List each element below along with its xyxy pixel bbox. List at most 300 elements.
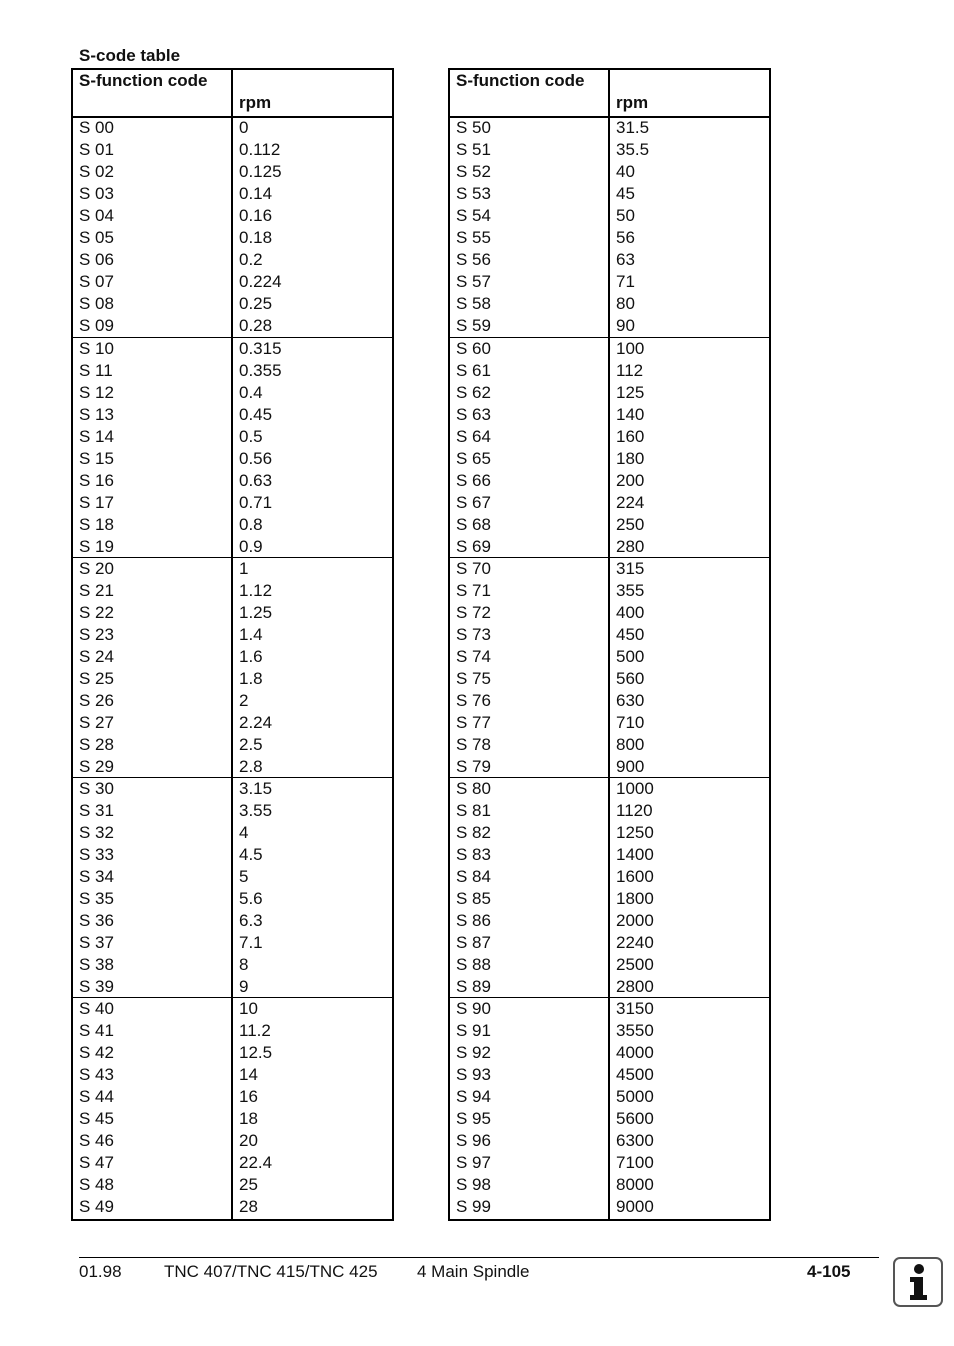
rpm-cell: 0.14 xyxy=(239,184,273,203)
rpm-cell: 450 xyxy=(616,625,645,644)
rpm-cell: 16 xyxy=(239,1087,258,1106)
header-code: S-function code xyxy=(456,71,585,90)
rpm-cell: 1000 xyxy=(616,779,654,798)
table-row xyxy=(450,514,769,536)
table-row xyxy=(73,558,392,580)
rpm-cell: 9000 xyxy=(616,1197,654,1216)
rpm-cell: 400 xyxy=(616,603,645,622)
table-row xyxy=(450,492,769,514)
s-code-cell: S 90 xyxy=(456,999,491,1018)
table-row xyxy=(73,690,392,712)
rpm-cell: 11.2 xyxy=(239,1021,271,1040)
table-row xyxy=(450,976,769,998)
s-code-cell: S 94 xyxy=(456,1087,491,1106)
table-row xyxy=(450,271,769,293)
table-row xyxy=(73,976,392,998)
rpm-cell: 3550 xyxy=(616,1021,654,1040)
table-row xyxy=(73,756,392,778)
rpm-cell: 14 xyxy=(239,1065,258,1084)
table-row xyxy=(450,646,769,668)
rpm-cell: 2800 xyxy=(616,977,654,996)
table-row xyxy=(73,117,392,139)
s-code-cell: S 60 xyxy=(456,339,491,358)
rpm-cell: 1600 xyxy=(616,867,654,886)
table-row xyxy=(450,1064,769,1086)
table-row xyxy=(450,470,769,492)
s-code-cell: S 27 xyxy=(79,713,114,732)
s-code-cell: S 86 xyxy=(456,911,491,930)
s-code-cell: S 01 xyxy=(79,140,114,159)
rpm-cell: 0.71 xyxy=(239,493,273,512)
s-code-cell: S 48 xyxy=(79,1175,114,1194)
rpm-cell: 5600 xyxy=(616,1109,654,1128)
rpm-cell: 0.63 xyxy=(239,471,273,490)
s-code-cell: S 55 xyxy=(456,228,491,247)
rpm-cell: 12.5 xyxy=(239,1043,273,1062)
table-row xyxy=(73,1020,392,1042)
rpm-cell: 56 xyxy=(616,228,635,247)
footer-model: TNC 407/TNC 415/TNC 425 xyxy=(164,1262,378,1281)
table-row xyxy=(73,888,392,910)
s-code-cell: S 74 xyxy=(456,647,491,666)
table-row xyxy=(73,646,392,668)
table-row xyxy=(450,1020,769,1042)
header-rpm: rpm xyxy=(616,93,649,112)
s-code-cell: S 98 xyxy=(456,1175,491,1194)
s-code-cell: S 97 xyxy=(456,1153,491,1172)
rpm-cell: 0.9 xyxy=(239,537,263,556)
table-row xyxy=(73,161,392,183)
s-code-cell: S 00 xyxy=(79,118,114,137)
table-row xyxy=(450,249,769,271)
table-row xyxy=(450,338,769,360)
s-code-cell: S 68 xyxy=(456,515,491,534)
s-code-cell: S 37 xyxy=(79,933,114,952)
s-code-cell: S 73 xyxy=(456,625,491,644)
rpm-cell: 1.4 xyxy=(239,625,263,644)
s-code-cell: S 43 xyxy=(79,1065,114,1084)
table-row xyxy=(450,844,769,866)
row-group xyxy=(73,337,392,558)
s-code-cell: S 14 xyxy=(79,427,114,446)
row-group xyxy=(73,557,392,778)
row-group xyxy=(450,997,769,1218)
table-header xyxy=(450,70,769,118)
s-code-cell: S 84 xyxy=(456,867,491,886)
s-code-cell: S 10 xyxy=(79,339,114,358)
table-row xyxy=(450,910,769,932)
s-code-cell: S 99 xyxy=(456,1197,491,1216)
rpm-cell: 2 xyxy=(239,691,249,710)
s-code-cell: S 66 xyxy=(456,471,491,490)
s-code-cell: S 52 xyxy=(456,162,491,181)
table-row xyxy=(450,822,769,844)
s-code-cell: S 85 xyxy=(456,889,491,908)
rpm-cell: 28 xyxy=(239,1197,258,1216)
rpm-cell: 0.18 xyxy=(239,228,273,247)
rpm-cell: 180 xyxy=(616,449,645,468)
rpm-cell: 1400 xyxy=(616,845,654,864)
table-row xyxy=(450,954,769,976)
footer-date: 01.98 xyxy=(79,1262,122,1281)
rpm-cell: 4 xyxy=(239,823,249,842)
rpm-cell: 0.4 xyxy=(239,383,263,402)
rpm-cell: 710 xyxy=(616,713,645,732)
s-code-cell: S 53 xyxy=(456,184,491,203)
table-row xyxy=(450,161,769,183)
s-code-cell: S 79 xyxy=(456,757,491,776)
s-code-cell: S 20 xyxy=(79,559,114,578)
rpm-cell: 25 xyxy=(239,1175,258,1194)
page-number: 4-105 xyxy=(807,1262,851,1281)
rpm-cell: 1250 xyxy=(616,823,654,842)
table-row xyxy=(73,778,392,800)
table-row xyxy=(450,205,769,227)
rpm-cell: 7100 xyxy=(616,1153,654,1172)
table-row xyxy=(73,954,392,976)
rpm-cell: 40 xyxy=(616,162,635,181)
rpm-cell: 0.2 xyxy=(239,250,263,269)
table-row xyxy=(450,404,769,426)
s-code-cell: S 76 xyxy=(456,691,491,710)
rpm-cell: 3.55 xyxy=(239,801,273,820)
rpm-cell: 6.3 xyxy=(239,911,263,930)
s-code-cell: S 12 xyxy=(79,383,114,402)
rpm-cell: 80 xyxy=(616,294,635,313)
table-row xyxy=(73,822,392,844)
s-code-cell: S 56 xyxy=(456,250,491,269)
rpm-cell: 1.25 xyxy=(239,603,273,622)
s-code-cell: S 26 xyxy=(79,691,114,710)
table-row xyxy=(73,844,392,866)
row-group xyxy=(450,557,769,778)
table-row xyxy=(450,536,769,558)
row-group xyxy=(73,777,392,998)
rpm-cell: 2.5 xyxy=(239,735,263,754)
rpm-cell: 22.4 xyxy=(239,1153,273,1172)
s-code-cell: S 54 xyxy=(456,206,491,225)
rpm-cell: 1.8 xyxy=(239,669,263,688)
table-row xyxy=(73,183,392,205)
rpm-cell: 900 xyxy=(616,757,645,776)
table-row xyxy=(450,1130,769,1152)
s-code-table-left xyxy=(71,68,394,1221)
s-code-cell: S 77 xyxy=(456,713,491,732)
rpm-cell: 0 xyxy=(239,118,249,137)
table-row xyxy=(450,668,769,690)
rpm-cell: 4500 xyxy=(616,1065,654,1084)
s-code-cell: S 89 xyxy=(456,977,491,996)
table-row xyxy=(450,932,769,954)
s-code-cell: S 17 xyxy=(79,493,114,512)
table-row xyxy=(73,205,392,227)
s-code-cell: S 02 xyxy=(79,162,114,181)
s-code-cell: S 49 xyxy=(79,1197,114,1216)
table-row xyxy=(450,315,769,337)
table-row xyxy=(73,1086,392,1108)
s-code-cell: S 18 xyxy=(79,515,114,534)
s-code-cell: S 88 xyxy=(456,955,491,974)
table-row xyxy=(73,139,392,161)
table-row xyxy=(73,227,392,249)
rpm-cell: 1.12 xyxy=(239,581,273,600)
row-group xyxy=(450,337,769,558)
s-code-cell: S 21 xyxy=(79,581,114,600)
rpm-cell: 9 xyxy=(239,977,249,996)
rpm-cell: 50 xyxy=(616,206,635,225)
s-code-cell: S 08 xyxy=(79,294,114,313)
table-row xyxy=(73,382,392,404)
table-row xyxy=(73,470,392,492)
rpm-cell: 1 xyxy=(239,559,249,578)
table-row xyxy=(450,756,769,778)
rpm-cell: 0.315 xyxy=(239,339,282,358)
s-code-cell: S 61 xyxy=(456,361,491,380)
table-row xyxy=(450,888,769,910)
s-code-cell: S 35 xyxy=(79,889,114,908)
rpm-cell: 1120 xyxy=(616,801,653,820)
rpm-cell: 224 xyxy=(616,493,645,512)
s-code-cell: S 91 xyxy=(456,1021,491,1040)
s-code-cell: S 59 xyxy=(456,316,491,335)
rpm-cell: 1800 xyxy=(616,889,654,908)
s-code-cell: S 41 xyxy=(79,1021,114,1040)
s-code-cell: S 62 xyxy=(456,383,491,402)
table-row xyxy=(73,492,392,514)
s-code-cell: S 71 xyxy=(456,581,491,600)
s-code-cell: S 82 xyxy=(456,823,491,842)
rpm-cell: 3.15 xyxy=(239,779,273,798)
rpm-cell: 280 xyxy=(616,537,645,556)
rpm-cell: 31.5 xyxy=(616,118,650,137)
table-row xyxy=(450,558,769,580)
table-row xyxy=(450,1086,769,1108)
rpm-cell: 1.6 xyxy=(239,647,263,666)
s-code-cell: S 39 xyxy=(79,977,114,996)
table-row xyxy=(73,1108,392,1130)
s-code-cell: S 13 xyxy=(79,405,114,424)
table-row xyxy=(73,426,392,448)
table-row xyxy=(73,580,392,602)
s-code-cell: S 93 xyxy=(456,1065,491,1084)
table-row xyxy=(73,624,392,646)
rpm-cell: 800 xyxy=(616,735,645,754)
s-code-cell: S 78 xyxy=(456,735,491,754)
table-row xyxy=(73,866,392,888)
table-row xyxy=(450,734,769,756)
table-row xyxy=(450,139,769,161)
rpm-cell: 160 xyxy=(616,427,645,446)
table-row xyxy=(450,712,769,734)
rpm-cell: 6300 xyxy=(616,1131,654,1150)
s-code-cell: S 30 xyxy=(79,779,114,798)
rpm-cell: 2500 xyxy=(616,955,654,974)
table-row xyxy=(73,1174,392,1196)
s-code-cell: S 15 xyxy=(79,449,114,468)
s-code-cell: S 46 xyxy=(79,1131,114,1150)
s-code-cell: S 69 xyxy=(456,537,491,556)
rpm-cell: 0.25 xyxy=(239,294,273,313)
rpm-cell: 560 xyxy=(616,669,645,688)
s-code-cell: S 57 xyxy=(456,272,491,291)
rpm-cell: 0.112 xyxy=(239,140,281,159)
s-code-cell: S 38 xyxy=(79,955,114,974)
s-code-cell: S 44 xyxy=(79,1087,114,1106)
table-row xyxy=(450,624,769,646)
table-row xyxy=(73,404,392,426)
rpm-cell: 0.5 xyxy=(239,427,263,446)
rpm-cell: 71 xyxy=(616,272,635,291)
s-code-cell: S 64 xyxy=(456,427,491,446)
rpm-cell: 2.24 xyxy=(239,713,273,732)
table-row xyxy=(73,602,392,624)
s-code-cell: S 70 xyxy=(456,559,491,578)
s-code-cell: S 80 xyxy=(456,779,491,798)
table-row xyxy=(450,690,769,712)
s-code-cell: S 36 xyxy=(79,911,114,930)
s-code-cell: S 23 xyxy=(79,625,114,644)
rpm-cell: 3150 xyxy=(616,999,654,1018)
table-row xyxy=(73,315,392,337)
table-row xyxy=(450,360,769,382)
table-row xyxy=(450,1042,769,1064)
s-code-cell: S 96 xyxy=(456,1131,491,1150)
table-row xyxy=(73,293,392,315)
table-row xyxy=(73,1130,392,1152)
header-rpm: rpm xyxy=(239,93,272,112)
rpm-cell: 630 xyxy=(616,691,645,710)
rpm-cell: 2.8 xyxy=(239,757,263,776)
table-row xyxy=(450,800,769,822)
rpm-cell: 0.56 xyxy=(239,449,273,468)
rpm-cell: 7.1 xyxy=(239,933,263,952)
table-row xyxy=(450,293,769,315)
table-row xyxy=(73,1042,392,1064)
rpm-cell: 0.16 xyxy=(239,206,273,225)
table-row xyxy=(73,1152,392,1174)
rpm-cell: 112 xyxy=(616,361,644,380)
table-row xyxy=(73,932,392,954)
s-code-cell: S 06 xyxy=(79,250,114,269)
rpm-cell: 35.5 xyxy=(616,140,650,159)
s-code-table-right xyxy=(448,68,771,1221)
table-row xyxy=(73,712,392,734)
table-row xyxy=(450,998,769,1020)
rpm-cell: 5 xyxy=(239,867,249,886)
table-row xyxy=(73,536,392,558)
s-code-cell: S 87 xyxy=(456,933,491,952)
rpm-cell: 18 xyxy=(239,1109,258,1128)
table-row xyxy=(450,117,769,139)
s-code-cell: S 03 xyxy=(79,184,114,203)
row-group xyxy=(73,117,392,337)
s-code-cell: S 11 xyxy=(79,361,113,380)
s-code-cell: S 42 xyxy=(79,1043,114,1062)
rpm-cell: 0.45 xyxy=(239,405,273,424)
rpm-cell: 0.355 xyxy=(239,361,282,380)
rpm-cell: 90 xyxy=(616,316,635,335)
rpm-cell: 45 xyxy=(616,184,635,203)
table-row xyxy=(450,866,769,888)
s-code-cell: S 32 xyxy=(79,823,114,842)
rpm-cell: 500 xyxy=(616,647,645,666)
rpm-cell: 0.224 xyxy=(239,272,282,291)
table-row xyxy=(450,1196,769,1218)
rpm-cell: 140 xyxy=(616,405,645,424)
table-row xyxy=(450,448,769,470)
table-row xyxy=(73,271,392,293)
s-code-cell: S 29 xyxy=(79,757,114,776)
table-row xyxy=(450,227,769,249)
table-row xyxy=(450,426,769,448)
s-code-cell: S 72 xyxy=(456,603,491,622)
table-row xyxy=(73,1064,392,1086)
rpm-cell: 2000 xyxy=(616,911,654,930)
table-row xyxy=(73,910,392,932)
s-code-cell: S 16 xyxy=(79,471,114,490)
rpm-cell: 4000 xyxy=(616,1043,654,1062)
header-code: S-function code xyxy=(79,71,208,90)
rpm-cell: 63 xyxy=(616,250,635,269)
s-code-cell: S 45 xyxy=(79,1109,114,1128)
rpm-cell: 10 xyxy=(239,999,258,1018)
table-row xyxy=(450,183,769,205)
s-code-cell: S 04 xyxy=(79,206,114,225)
table-row xyxy=(450,778,769,800)
rpm-cell: 4.5 xyxy=(239,845,263,864)
rpm-cell: 0.125 xyxy=(239,162,282,181)
s-code-cell: S 25 xyxy=(79,669,114,688)
s-code-cell: S 63 xyxy=(456,405,491,424)
row-group xyxy=(73,997,392,1218)
row-group xyxy=(450,777,769,998)
rpm-cell: 8000 xyxy=(616,1175,654,1194)
table-row xyxy=(73,448,392,470)
table-row xyxy=(450,1174,769,1196)
s-code-cell: S 05 xyxy=(79,228,114,247)
table-header xyxy=(73,70,392,118)
info-icon xyxy=(893,1257,943,1307)
table-row xyxy=(450,382,769,404)
s-code-cell: S 34 xyxy=(79,867,114,886)
table-row xyxy=(73,668,392,690)
rpm-cell: 200 xyxy=(616,471,645,490)
table-row xyxy=(450,1108,769,1130)
s-code-cell: S 28 xyxy=(79,735,114,754)
rpm-cell: 355 xyxy=(616,581,645,600)
s-code-cell: S 83 xyxy=(456,845,491,864)
s-code-cell: S 50 xyxy=(456,118,491,137)
rpm-cell: 5000 xyxy=(616,1087,654,1106)
table-row xyxy=(73,800,392,822)
s-code-cell: S 19 xyxy=(79,537,114,556)
rpm-cell: 125 xyxy=(616,383,645,402)
table-row xyxy=(450,602,769,624)
table-row xyxy=(450,1152,769,1174)
s-code-cell: S 75 xyxy=(456,669,491,688)
s-code-cell: S 65 xyxy=(456,449,491,468)
table-row xyxy=(450,580,769,602)
row-group xyxy=(450,117,769,337)
s-code-cell: S 58 xyxy=(456,294,491,313)
rpm-cell: 250 xyxy=(616,515,645,534)
s-code-cell: S 24 xyxy=(79,647,114,666)
rpm-cell: 5.6 xyxy=(239,889,263,908)
table-row xyxy=(73,360,392,382)
table-row xyxy=(73,734,392,756)
s-code-cell: S 95 xyxy=(456,1109,491,1128)
s-code-cell: S 47 xyxy=(79,1153,114,1172)
